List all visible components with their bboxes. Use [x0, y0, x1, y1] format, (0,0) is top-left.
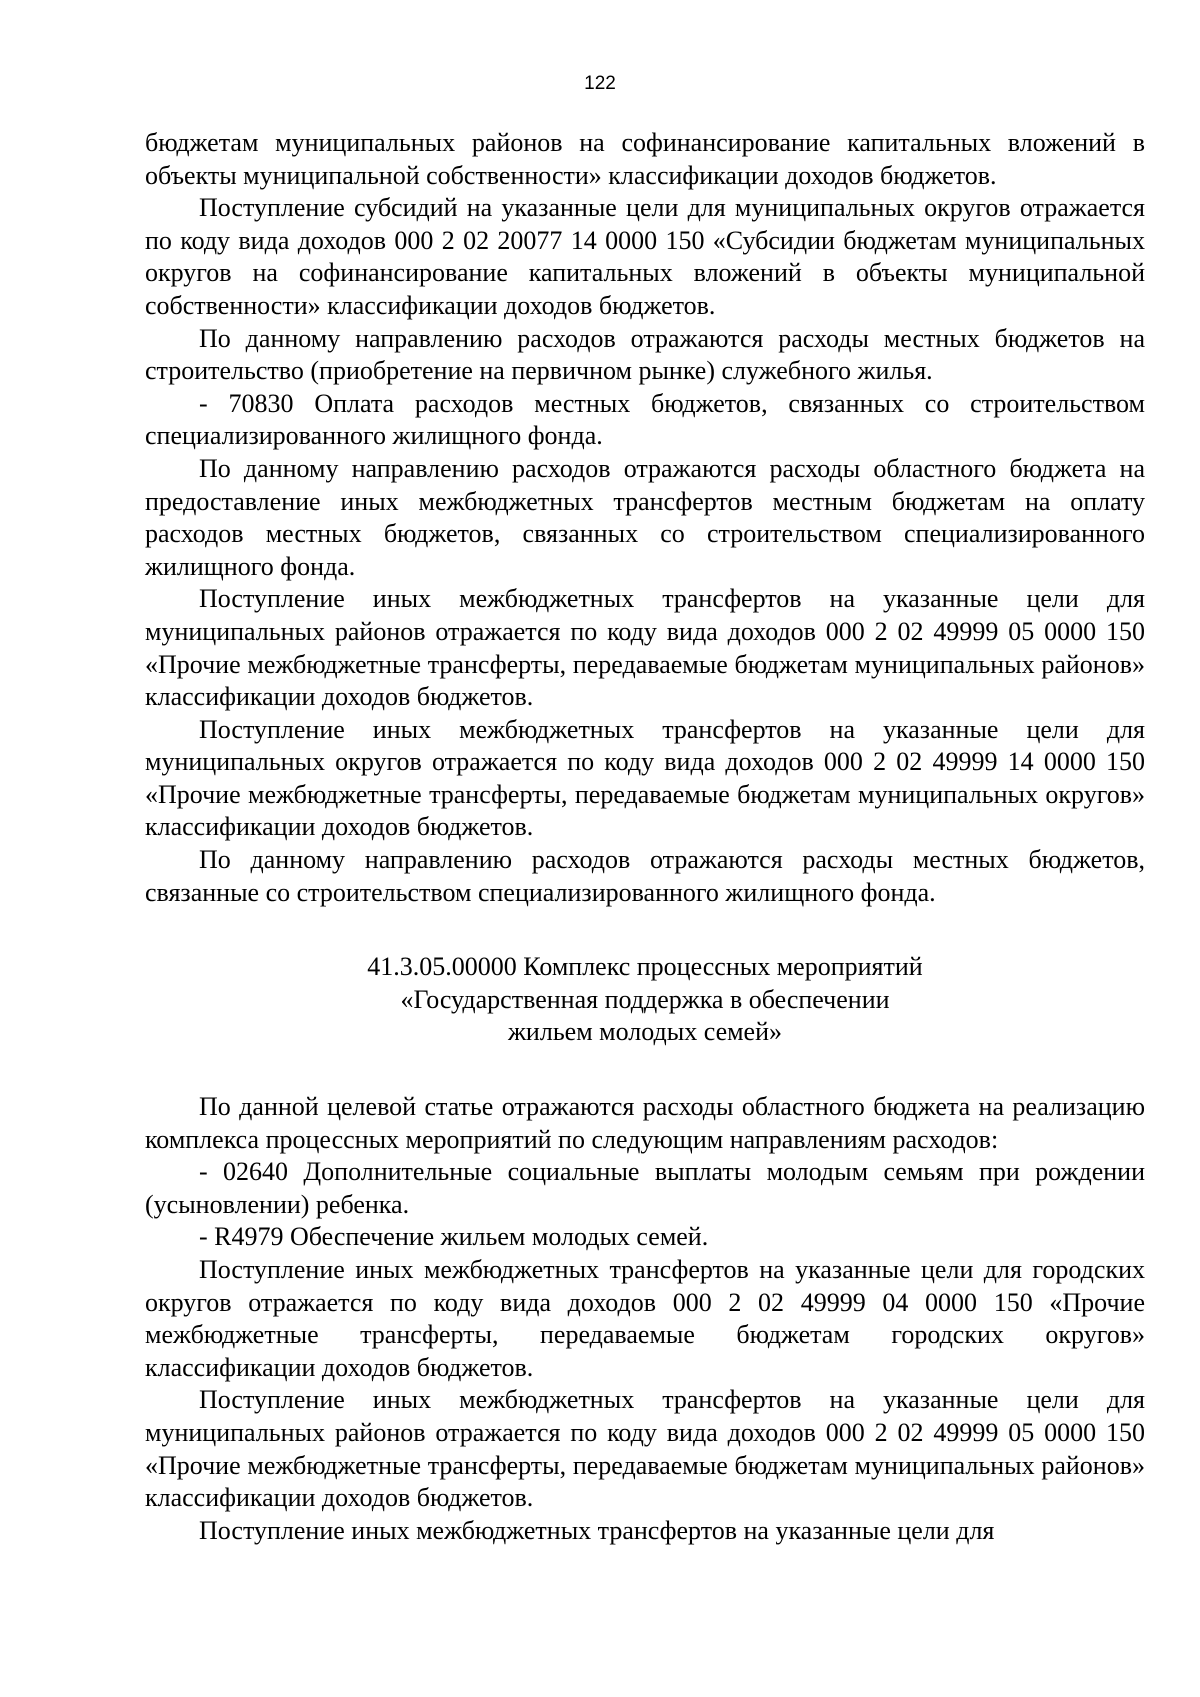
paragraph-code-r4979: - R4979 Обеспечение жильем молодых семей. [199, 1222, 709, 1252]
paragraph-transfers-municipal-districts-2: Поступление иных межбюджетных трансфертов на указанные цели для муниципальных районов отражается по коду вида доходов 000 2 02 49999 05 0000 150 «Прочие межбюджетные трансферты, передаваемые бюджетам муниципальных районов» классификации доходов бюджетов. [145, 1385, 1145, 1513]
paragraph-service-housing: По данному направлению расходов отражаются расходы местных бюджетов на строительство (приобретение на первичном рынке) служебного жилья. [145, 323, 1145, 386]
paragraph-code-70830: - 70830 Оплата расходов местных бюджетов, связанных со строительством специализированного жилищного фонда. [145, 388, 1145, 451]
paragraph-transfers-city-okrugs: Поступление иных межбюджетных трансфертов на указанные цели для городских округов отражается по коду вида доходов 000 2 02 49999 04 0000 150 «Прочие межбюджетные трансферты, передаваемые бюджетам городских округов» классификации доходов бюджетов. [145, 1255, 1145, 1382]
section-body [145, 1091, 1145, 1547]
paragraph-target-article: По данной целевой статье отражаются расходы областного бюджета на реализацию комплекса процессных мероприятий по следующим направлениям расходов: [145, 1092, 1145, 1154]
paragraph-transfers-municipal-districts: Поступление иных межбюджетных трансфертов на указанные цели для муниципальных районов отражается по коду вида доходов 000 2 02 49999 05 0000 150 «Прочие межбюджетные трансферты, передаваемые бюджетам муниципальных районов» классификации доходов бюджетов. [145, 584, 1145, 712]
paragraph-subsidy-municipal-okrugs: Поступление субсидий на указанные цели для муниципальных округов отражается по коду вида доходов 000 2 02 20077 14 0000 150 «Субсидии бюджетам муниципальных округов на софинансирование капитальных вложений в объекты муниципальной собственности» классификации доходов бюджетов. [145, 193, 1145, 320]
heading-line: жильем молодых семей» [507, 1017, 783, 1047]
paragraph-regional-budget-transfers: По данному направлению расходов отражаются расходы областного бюджета на предоставление иных межбюджетных трансфертов местным бюджетам на оплату расходов местных бюджетов, связанных со строительством специализированного жилищного фонда. [145, 453, 1145, 581]
paragraph-transfers-continued: Поступление иных межбюджетных трансфертов на указанные цели для [199, 1515, 995, 1545]
paragraph-local-budget-expenses: По данному направлению расходов отражаются расходы местных бюджетов, связанные со строительством специализированного жилищного фонда. [145, 845, 1145, 907]
document-body [145, 127, 1145, 1547]
heading-line: 41.3.05.00000 Комплекс процессных мероприятий [367, 952, 923, 982]
heading-line: «Государственная поддержка в обеспечении [400, 984, 890, 1014]
page-number: 122 [584, 73, 616, 94]
paragraph-transfers-municipal-okrugs: Поступление иных межбюджетных трансфертов на указанные цели для муниципальных округов отражается по коду вида доходов 000 2 02 49999 14 0000 150 «Прочие межбюджетные трансферты, передаваемые бюджетам муниципальных округов» классификации доходов бюджетов. [145, 714, 1145, 842]
section-heading [145, 951, 1145, 1049]
paragraph-continuation: бюджетам муниципальных районов на софинансирование капитальных вложений в объекты муниципальной собственности» классификации доходов бюджетов. [145, 128, 1145, 190]
paragraph-code-02640: - 02640 Дополнительные социальные выплаты молодым семьям при рождении (усыновлении) ребенка. [145, 1157, 1145, 1219]
